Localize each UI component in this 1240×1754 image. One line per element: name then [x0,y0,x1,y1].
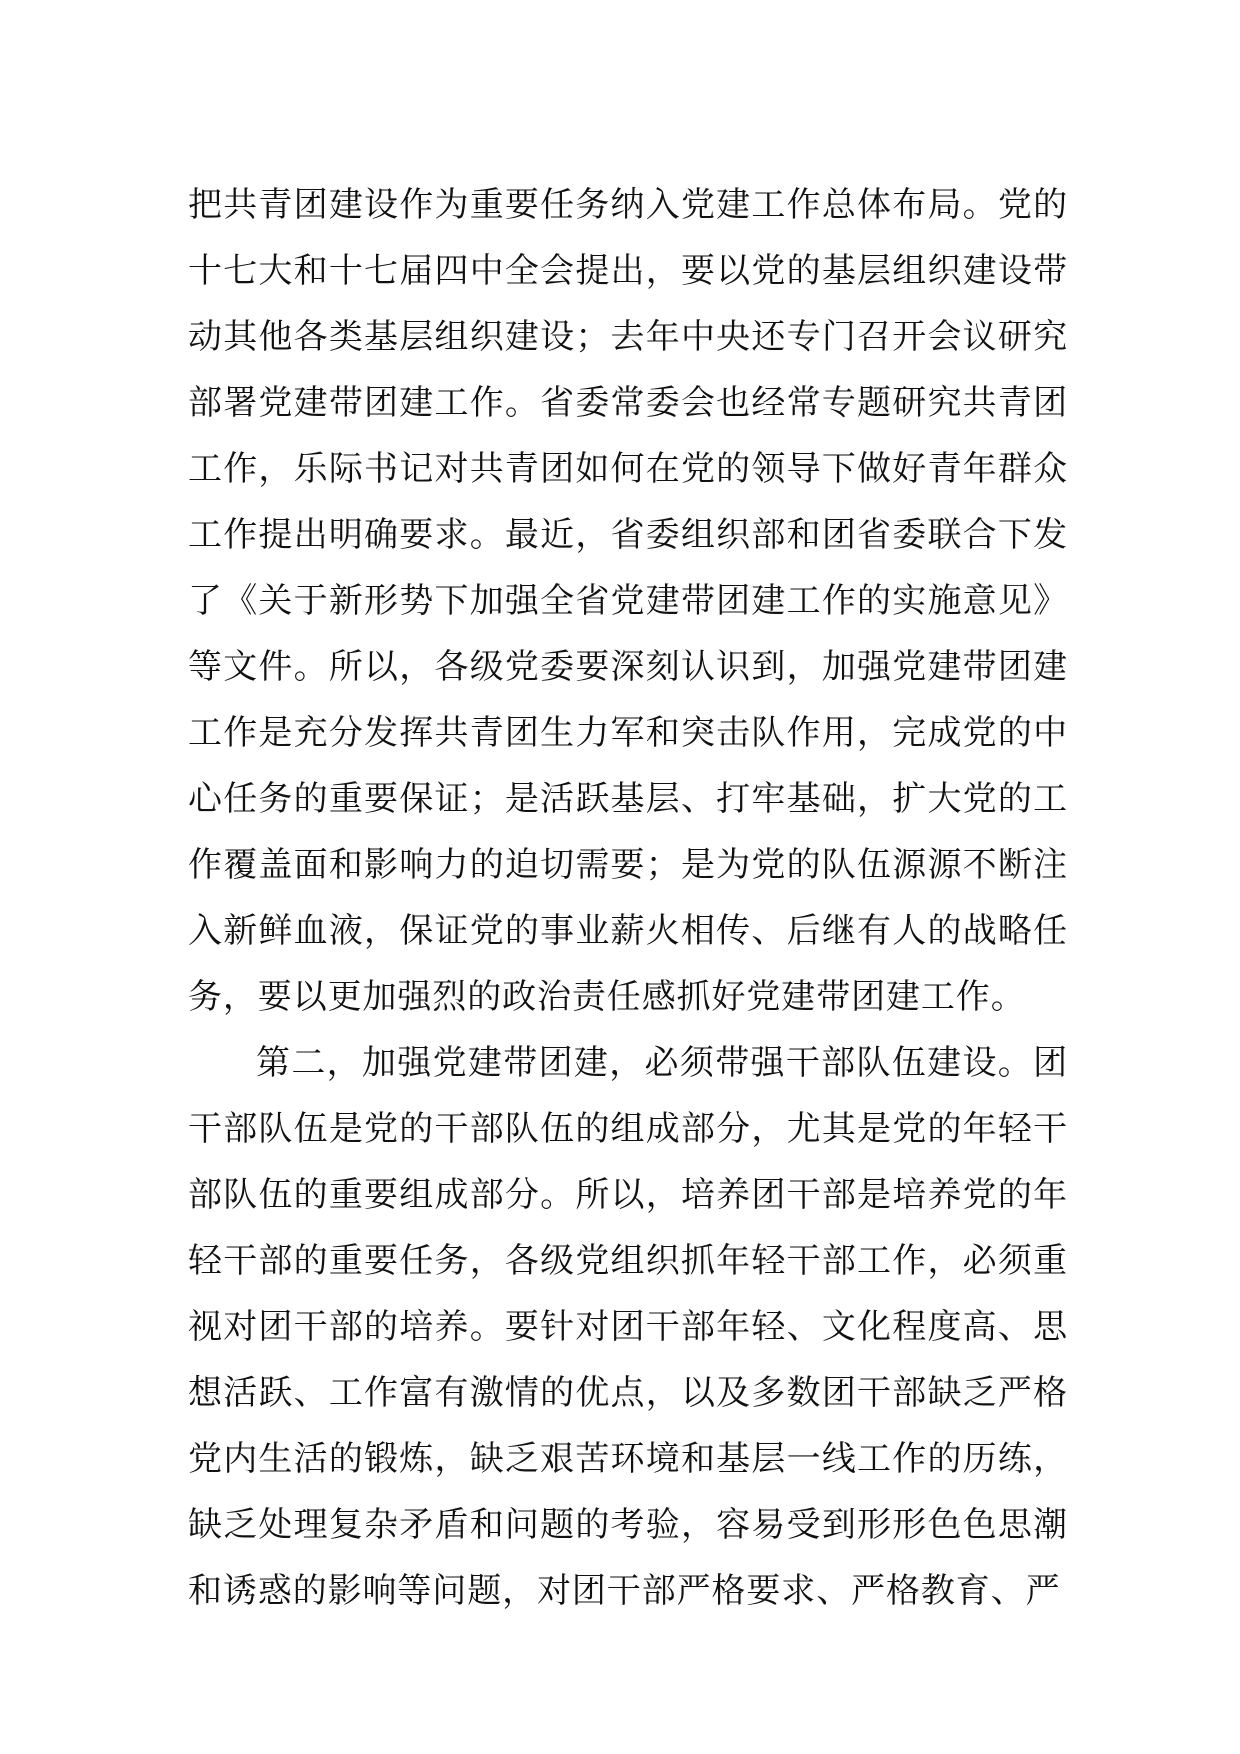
paragraph-2: 第二，加强党建带团建，必须带强干部队伍建设。团干部队伍是党的干部队伍的组成部分，尤其是党的年轻干部队伍的重要组成部分。所以，培养团干部是培养党的年轻干部的重要任务，各级党组织抓年轻干部工作，必须重视对团干部的培养。要针对团干部年轻、文化程度高、思想活跃、工作富有激情的优点，以及多数团干部缺乏严格党内生活的锻炼，缺乏艰苦环境和基层一线工作的历练，缺乏处理复杂矛盾和问题的考验，容易受到形形色色思潮和诱惑的影响等问题，对团干部严格要求、严格教育、严 [188,1043,1068,1611]
paragraph-1: 把共青团建设作为重要任务纳入党建工作总体布局。党的十七大和十七届四中全会提出，要以党的基层组织建设带动其他各类基层组织建设；去年中央还专门召开会议研究部署党建带团建工作。省委常委会也经常专题研究共青团工作，乐际书记对共青团如何在党的领导下做好青年群众工作提出明确要求。最近，省委组织部和团省委联合下发了《关于新形势下加强全省党建带团建工作的实施意见》等文件。所以，各级党委要深刻认识到，加强党建带团建工作是充分发挥共青团生力军和突击队作用，完成党的中心任务的重要保证；是活跃基层、打牢基础，扩大党的工作覆盖面和影响力的迫切需要；是为党的队伍源源不断注入新鲜血液，保证党的事业薪火相传、后继有人的战略任务，要以更加强烈的政治责任感抓好党建带团建工作。 [188,185,1068,1017]
document-body [188,172,1068,1624]
